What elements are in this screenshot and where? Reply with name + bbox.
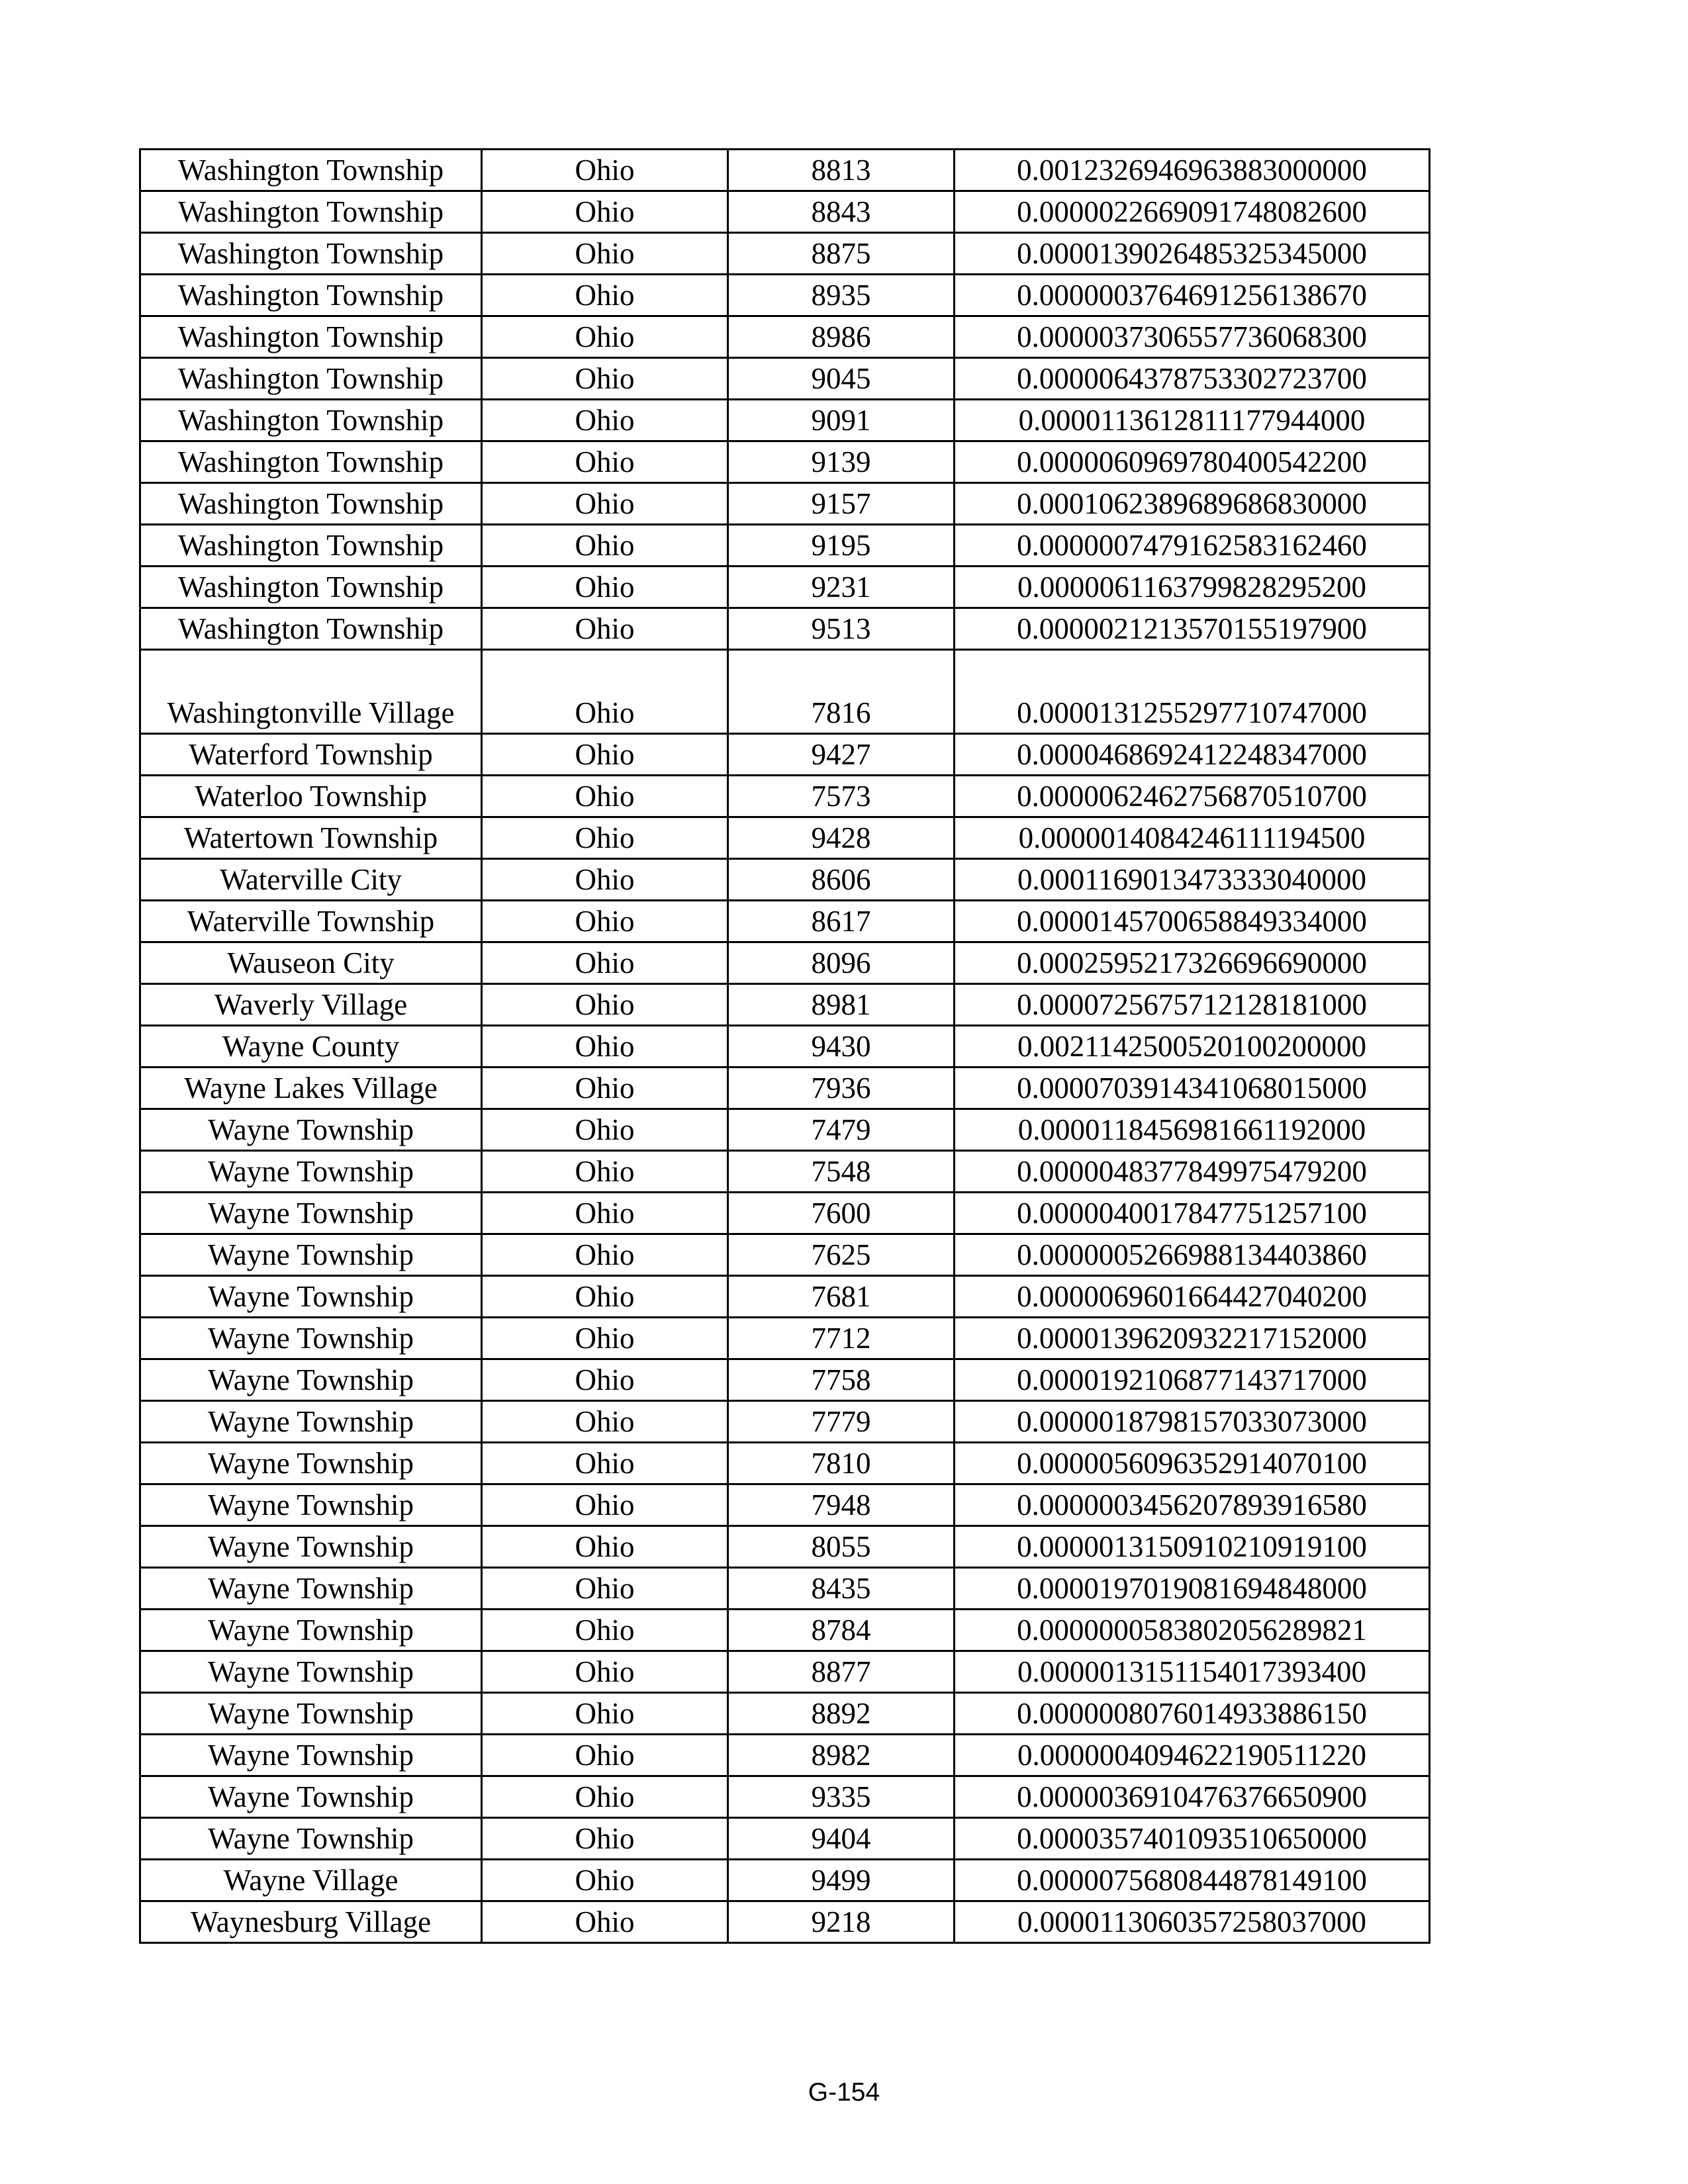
code-cell: 8606 [728, 859, 955, 901]
code-cell: 8875 [728, 233, 955, 275]
entity-name-cell: Wayne Township [140, 1318, 482, 1359]
table-row [140, 275, 1430, 316]
state-cell: Ohio [482, 1526, 728, 1568]
entity-name-cell: Washington Township [140, 483, 482, 525]
code-cell: 9231 [728, 567, 955, 608]
state-cell: Ohio [482, 1818, 728, 1860]
table-row [140, 734, 1430, 776]
entity-name-cell: Wayne Township [140, 1735, 482, 1776]
state-cell: Ohio [482, 1068, 728, 1109]
allocation-value-cell: 0.0000056096352914070100 [955, 1443, 1430, 1484]
allocation-value-cell: 0.0000013151154017393400 [955, 1651, 1430, 1693]
state-cell: Ohio [482, 1359, 728, 1401]
entity-name-cell: Wayne Village [140, 1860, 482, 1901]
state-cell: Ohio [482, 275, 728, 316]
allocation-value-cell: 0.0000022669091748082600 [955, 191, 1430, 233]
table-row [140, 1901, 1430, 1943]
allocation-value-cell: 0.0000003764691256138670 [955, 275, 1430, 316]
table-row [140, 1776, 1430, 1818]
entity-name-cell: Wayne Township [140, 1359, 482, 1401]
state-cell: Ohio [482, 483, 728, 525]
entity-name-cell: Wayne Township [140, 1443, 482, 1484]
entity-name-cell: Wayne County [140, 1026, 482, 1068]
code-cell: 9430 [728, 1026, 955, 1068]
allocation-value-cell: 0.0000037306557736068300 [955, 316, 1430, 358]
state-cell: Ohio [482, 1776, 728, 1818]
code-cell: 9513 [728, 608, 955, 650]
table-row [140, 1443, 1430, 1484]
table-row [140, 1860, 1430, 1901]
code-cell: 7681 [728, 1276, 955, 1318]
table-row [140, 1526, 1430, 1568]
allocation-value-cell: 0.0000014084246111194500 [955, 817, 1430, 859]
entity-name-cell: Washington Township [140, 316, 482, 358]
table-row [140, 567, 1430, 608]
entity-name-cell: Wayne Township [140, 1651, 482, 1693]
code-cell: 9091 [728, 400, 955, 441]
allocation-value-cell: 0.0000113612811177944000 [955, 400, 1430, 441]
table-row [140, 1818, 1430, 1860]
state-cell: Ohio [482, 1234, 728, 1276]
entity-name-cell: Washington Township [140, 275, 482, 316]
state-cell: Ohio [482, 1401, 728, 1443]
table-row [140, 191, 1430, 233]
entity-name-cell: Washington Township [140, 525, 482, 567]
entity-name-cell: Wayne Township [140, 1401, 482, 1443]
code-cell: 8877 [728, 1651, 955, 1693]
table-row [140, 1735, 1430, 1776]
entity-name-cell: Watertown Township [140, 817, 482, 859]
state-cell: Ohio [482, 817, 728, 859]
state-cell: Ohio [482, 1735, 728, 1776]
entity-name-cell: Washington Township [140, 608, 482, 650]
entity-name-cell: Wayne Township [140, 1109, 482, 1151]
code-cell: 7758 [728, 1359, 955, 1401]
code-cell: 8986 [728, 316, 955, 358]
allocation-value-cell: 0.0000005266988134403860 [955, 1234, 1430, 1276]
table-row [140, 1651, 1430, 1693]
code-cell: 9404 [728, 1818, 955, 1860]
code-cell: 9499 [728, 1860, 955, 1901]
state-cell: Ohio [482, 608, 728, 650]
state-cell: Ohio [482, 1276, 728, 1318]
state-cell: Ohio [482, 525, 728, 567]
allocation-value-cell: 0.0000703914341068015000 [955, 1068, 1430, 1109]
state-cell: Ohio [482, 358, 728, 400]
table-row [140, 1193, 1430, 1234]
table-row [140, 1234, 1430, 1276]
table-row [140, 776, 1430, 817]
code-cell: 7816 [728, 650, 955, 734]
table-row [140, 233, 1430, 275]
allocation-value-cell: 0.0021142500520100200000 [955, 1026, 1430, 1068]
table-row [140, 1068, 1430, 1109]
code-cell: 8892 [728, 1693, 955, 1735]
table-row [140, 358, 1430, 400]
allocation-value-cell: 0.0000040017847751257100 [955, 1193, 1430, 1234]
table-row [140, 1276, 1430, 1318]
code-cell: 9218 [728, 1901, 955, 1943]
table-row [140, 1359, 1430, 1401]
state-cell: Ohio [482, 400, 728, 441]
entity-name-cell: Wayne Township [140, 1568, 482, 1610]
table-row [140, 316, 1430, 358]
table-row [140, 859, 1430, 901]
code-cell: 7600 [728, 1193, 955, 1234]
code-cell: 8935 [728, 275, 955, 316]
code-cell: 9157 [728, 483, 955, 525]
table-row [140, 1026, 1430, 1068]
entity-name-cell: Waterloo Township [140, 776, 482, 817]
entity-name-cell: Waynesburg Village [140, 1901, 482, 1943]
entity-name-cell: Wayne Township [140, 1193, 482, 1234]
allocation-value-cell: 0.0000007479162583162460 [955, 525, 1430, 567]
state-cell: Ohio [482, 942, 728, 984]
code-cell: 9139 [728, 441, 955, 483]
entity-name-cell: Wayne Township [140, 1526, 482, 1568]
page-number: G-154 [808, 2078, 880, 2107]
code-cell: 7548 [728, 1151, 955, 1193]
state-cell: Ohio [482, 1484, 728, 1526]
allocation-value-cell: 0.0000197019081694848000 [955, 1568, 1430, 1610]
state-cell: Ohio [482, 191, 728, 233]
table-row [140, 1693, 1430, 1735]
code-cell: 8617 [728, 901, 955, 942]
allocation-value-cell: 0.0000018798157033073000 [955, 1401, 1430, 1443]
state-cell: Ohio [482, 233, 728, 275]
entity-name-cell: Waterville Township [140, 901, 482, 942]
entity-name-cell: Washington Township [140, 441, 482, 483]
allocation-value-cell: 0.0000060969780400542200 [955, 441, 1430, 483]
state-cell: Ohio [482, 441, 728, 483]
allocation-value-cell: 0.0000004094622190511220 [955, 1735, 1430, 1776]
code-cell: 8982 [728, 1735, 955, 1776]
allocation-value-cell: 0.0000021213570155197900 [955, 608, 1430, 650]
code-cell: 8435 [728, 1568, 955, 1610]
code-cell: 8055 [728, 1526, 955, 1568]
table-row [140, 400, 1430, 441]
state-cell: Ohio [482, 567, 728, 608]
code-cell: 8981 [728, 984, 955, 1026]
state-cell: Ohio [482, 1318, 728, 1359]
allocation-value-cell: 0.0000062462756870510700 [955, 776, 1430, 817]
state-cell: Ohio [482, 650, 728, 734]
allocation-value-cell: 0.0000139026485325345000 [955, 233, 1430, 275]
entity-name-cell: Waverly Village [140, 984, 482, 1026]
allocation-value-cell: 0.0000113060357258037000 [955, 1901, 1430, 1943]
code-cell: 8813 [728, 150, 955, 191]
entity-name-cell: Wauseon City [140, 942, 482, 984]
entity-name-cell: Wayne Township [140, 1693, 482, 1735]
state-cell: Ohio [482, 1109, 728, 1151]
allocation-value-cell: 0.0000139620932217152000 [955, 1318, 1430, 1359]
table-row [140, 1568, 1430, 1610]
table-row [140, 984, 1430, 1026]
state-cell: Ohio [482, 1901, 728, 1943]
allocation-value-cell: 0.0001062389689686830000 [955, 483, 1430, 525]
entity-name-cell: Washington Township [140, 191, 482, 233]
state-cell: Ohio [482, 776, 728, 817]
table-row [140, 1484, 1430, 1526]
state-cell: Ohio [482, 316, 728, 358]
code-cell: 8843 [728, 191, 955, 233]
entity-name-cell: Wayne Township [140, 1610, 482, 1651]
state-cell: Ohio [482, 734, 728, 776]
state-cell: Ohio [482, 1193, 728, 1234]
table-row [140, 150, 1430, 191]
entity-name-cell: Waterville City [140, 859, 482, 901]
state-cell: Ohio [482, 1610, 728, 1651]
code-cell: 9428 [728, 817, 955, 859]
entity-name-cell: Waterford Township [140, 734, 482, 776]
code-cell: 7779 [728, 1401, 955, 1443]
allocation-value-cell: 0.0012326946963883000000 [955, 150, 1430, 191]
state-cell: Ohio [482, 901, 728, 942]
state-cell: Ohio [482, 859, 728, 901]
table-row [140, 1151, 1430, 1193]
table-row [140, 483, 1430, 525]
code-cell: 7625 [728, 1234, 955, 1276]
code-cell: 8784 [728, 1610, 955, 1651]
allocation-value-cell: 0.0000036910476376650900 [955, 1776, 1430, 1818]
state-cell: Ohio [482, 1860, 728, 1901]
allocation-value-cell: 0.0000118456981661192000 [955, 1109, 1430, 1151]
allocation-table [139, 148, 1430, 1944]
entity-name-cell: Washington Township [140, 358, 482, 400]
entity-name-cell: Washingtonville Village [140, 650, 482, 734]
entity-name-cell: Wayne Township [140, 1276, 482, 1318]
code-cell: 9195 [728, 525, 955, 567]
allocation-value-cell: 0.0000003456207893916580 [955, 1484, 1430, 1526]
table-row [140, 901, 1430, 942]
entity-name-cell: Washington Township [140, 567, 482, 608]
code-cell: 7712 [728, 1318, 955, 1359]
entity-name-cell: Wayne Township [140, 1776, 482, 1818]
allocation-value-cell: 0.0000357401093510650000 [955, 1818, 1430, 1860]
entity-name-cell: Wayne Township [140, 1151, 482, 1193]
table-row [140, 817, 1430, 859]
entity-name-cell: Washington Township [140, 233, 482, 275]
allocation-value-cell: 0.0000131255297710747000 [955, 650, 1430, 734]
code-cell: 9335 [728, 1776, 955, 1818]
state-cell: Ohio [482, 1443, 728, 1484]
allocation-value-cell: 0.0000048377849975479200 [955, 1151, 1430, 1193]
allocation-value-cell: 0.0000075680844878149100 [955, 1860, 1430, 1901]
code-cell: 8096 [728, 942, 955, 984]
code-cell: 9045 [728, 358, 955, 400]
allocation-value-cell: 0.0000192106877143717000 [955, 1359, 1430, 1401]
table-row [140, 525, 1430, 567]
code-cell: 7479 [728, 1109, 955, 1151]
state-cell: Ohio [482, 1568, 728, 1610]
entity-name-cell: Washington Township [140, 150, 482, 191]
entity-name-cell: Wayne Township [140, 1818, 482, 1860]
allocation-value-cell: 0.0000061163799828295200 [955, 567, 1430, 608]
entity-name-cell: Washington Township [140, 400, 482, 441]
table-row [140, 608, 1430, 650]
table-row [140, 1610, 1430, 1651]
allocation-value-cell: 0.0000468692412248347000 [955, 734, 1430, 776]
allocation-value-cell: 0.0002595217326696690000 [955, 942, 1430, 984]
table-row [140, 942, 1430, 984]
table-row [140, 650, 1430, 734]
table-row [140, 1109, 1430, 1151]
code-cell: 7936 [728, 1068, 955, 1109]
entity-name-cell: Wayne Township [140, 1234, 482, 1276]
allocation-value-cell: 0.0000000583802056289821 [955, 1610, 1430, 1651]
code-cell: 7948 [728, 1484, 955, 1526]
table-row [140, 1401, 1430, 1443]
state-cell: Ohio [482, 1651, 728, 1693]
entity-name-cell: Wayne Township [140, 1484, 482, 1526]
state-cell: Ohio [482, 150, 728, 191]
table-row [140, 1318, 1430, 1359]
code-cell: 9427 [728, 734, 955, 776]
state-cell: Ohio [482, 1693, 728, 1735]
allocation-value-cell: 0.0000069601664427040200 [955, 1276, 1430, 1318]
allocation-value-cell: 0.0000064378753302723700 [955, 358, 1430, 400]
allocation-value-cell: 0.0000725675712128181000 [955, 984, 1430, 1026]
state-cell: Ohio [482, 1151, 728, 1193]
allocation-value-cell: 0.0000013150910210919100 [955, 1526, 1430, 1568]
allocation-value-cell: 0.0000008076014933886150 [955, 1693, 1430, 1735]
code-cell: 7573 [728, 776, 955, 817]
state-cell: Ohio [482, 984, 728, 1026]
table-body [140, 150, 1430, 1943]
allocation-value-cell: 0.0000145700658849334000 [955, 901, 1430, 942]
code-cell: 7810 [728, 1443, 955, 1484]
table-row [140, 441, 1430, 483]
state-cell: Ohio [482, 1026, 728, 1068]
entity-name-cell: Wayne Lakes Village [140, 1068, 482, 1109]
allocation-value-cell: 0.0001169013473333040000 [955, 859, 1430, 901]
